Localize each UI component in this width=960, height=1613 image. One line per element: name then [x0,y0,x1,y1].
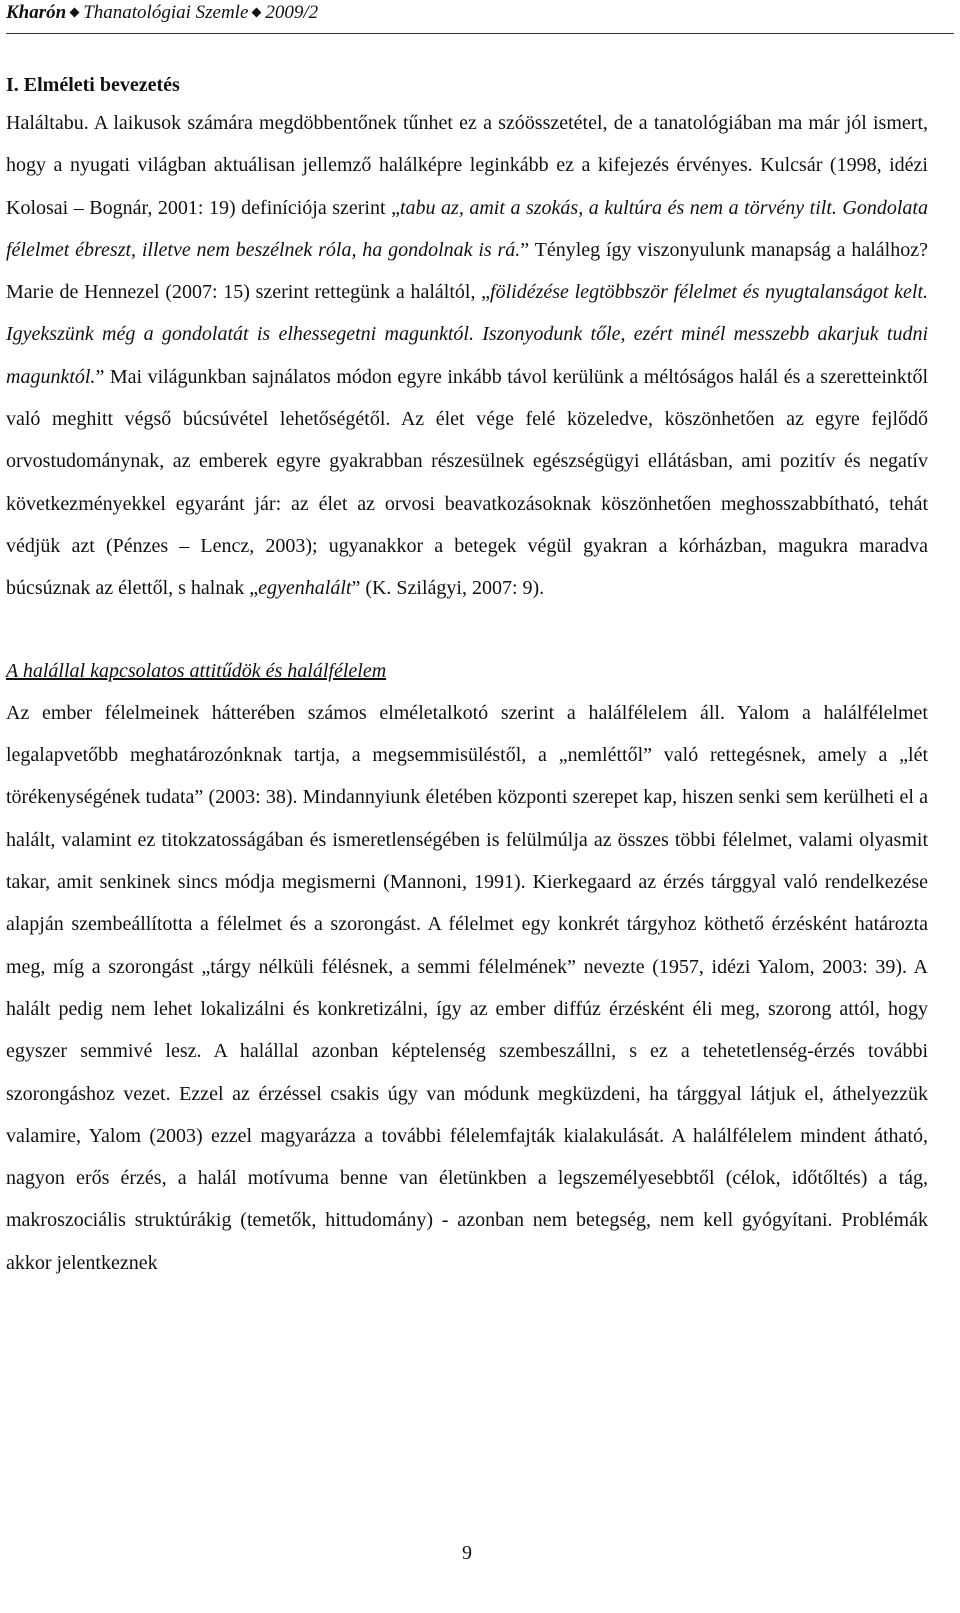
intro-paragraph [6,102,928,610]
diamond-icon [70,8,80,18]
text-run: ” Mai világunkban sajnálatos módon egyre inkább távol kerülünk a méltóságos halál és a szeretteinktől való meghitt végső búcsúvétel lehetőségétől. Az élet vége felé közeledve, köszönhetően az egyre fejlődő orvostudománynak, az emberek egyre gyakrabban részesülnek egészségügyi ellátásban, ami pozitív és negatív következményekkel egyaránt jár: az élet az orvosi beavatkozásoknak köszönhetően meghosszabbítható, tehát védjük azt (Pénzes – Lencz, 2003); ugyanakkor a betegek végül gyakran a kórházban, magukra maradva búcsúznak az élettől, s halnak „ [6,365,928,600]
quote-run: egyenhalált [258,577,352,600]
text-run: ” Tényleg így viszonyulunk manapság a halálhoz? Marie de Hennezel (2007: 15) szerint rettegünk a haláltól, „ [6,238,928,304]
journal-name: Kharón [6,2,67,23]
subheading: A halállal kapcsolatos attitűdök és halálfélelem [6,659,387,682]
page-number: 9 [462,1542,472,1564]
quote-run: fölidézése legtöbbször félelmet és nyugtalanságot kelt. Igyekszünk még a gondolatát is elhessegetni magunktól. Iszonyodunk tőle, ezért minél messzebb akarjuk tudni magunktól. [6,281,928,388]
body-paragraph: Az ember félelmeinek hátterében számos elméletalkotó szerint a halálfélelem áll. Yalom a halálfélelmet legalapvetőbb meghatározónknak tartja, a megsemmisüléstől, a „nemléttől” való rettegésnek, amely a „lét törékenységének tudata” (2003: 38). Mindannyiunk életében központi szerepet kap, hiszen senki sem kerülheti el a halált, valamint ez titokzatosságában és ismeretlenségében is felülmúlja az összes többi félelmet, valami olyasmit takar, amit senkinek sincs módja megismerni (Mannoni, 1991). Kierkegaard az érzés tárggyal való rendelkezése alapján szembeállította a félelmet és a szorongást. A félelmet egy konkrét tárgyhoz köthető érzésként határozta meg, míg a szorongást „tárgy nélküli félésnek, a semmi félelmének” nevezte (1957, idézi Yalom, 2003: 39). A halált pedig nem lehet lokalizálni és konkretizálni, így az ember diffúz érzésként éli meg, szorong attól, hogy egyszer semmivé lesz. A halállal azonban képtelenség szembeszállni, s ez a tehetetlenség-érzés további szorongáshoz vezet. Ezzel az érzéssel csakis úgy van módunk megküzdeni, ha tárggyal látjuk el, áthelyezzük valamire, Yalom (2003) ezzel magyarázza a további félelemfajták kialakulását. A halálfélelem mindent átható, nagyon erős érzés, a halál motívuma benne van életünkben a legszemélyesebbtől (célok, időtőltés) a tág, makroszociális struktúrákig (temetők, hittudomány) - azonban nem betegség, nem kell gyógyítani. Problémák akkor jelentkeznek [6,701,928,1274]
journal-issue: 2009/2 [265,2,319,23]
section-title: I. Elméleti bevezetés [6,74,180,96]
text-run: ” (K. Szilágyi, 2007: 9). [351,577,545,600]
page-body [6,68,928,1284]
text-run: Haláltabu. A laikusok számára megdöbbentőnek tűnhet ez a szóösszetétel, de a tanatológiában ma már jól ismert, hogy a nyugati világban aktuálisan jellemző halálképre leginkább ez a kifejezés érvényes. Kulcsár (1998, idézi Kolosai – Bognár, 2001: 19) definíciója szerint „ [6,112,928,219]
running-header [6,2,318,24]
journal-subtitle: Thanatológiai Szemle [83,2,249,23]
diamond-icon [252,8,262,18]
quote-run: tabu az, amit a szokás, a kultúra és nem a törvény tilt. Gondolata félelmet ébreszt, illetve nem beszélnek róla, ha gondolnak is rá. [6,196,928,261]
header-rule [6,33,954,34]
